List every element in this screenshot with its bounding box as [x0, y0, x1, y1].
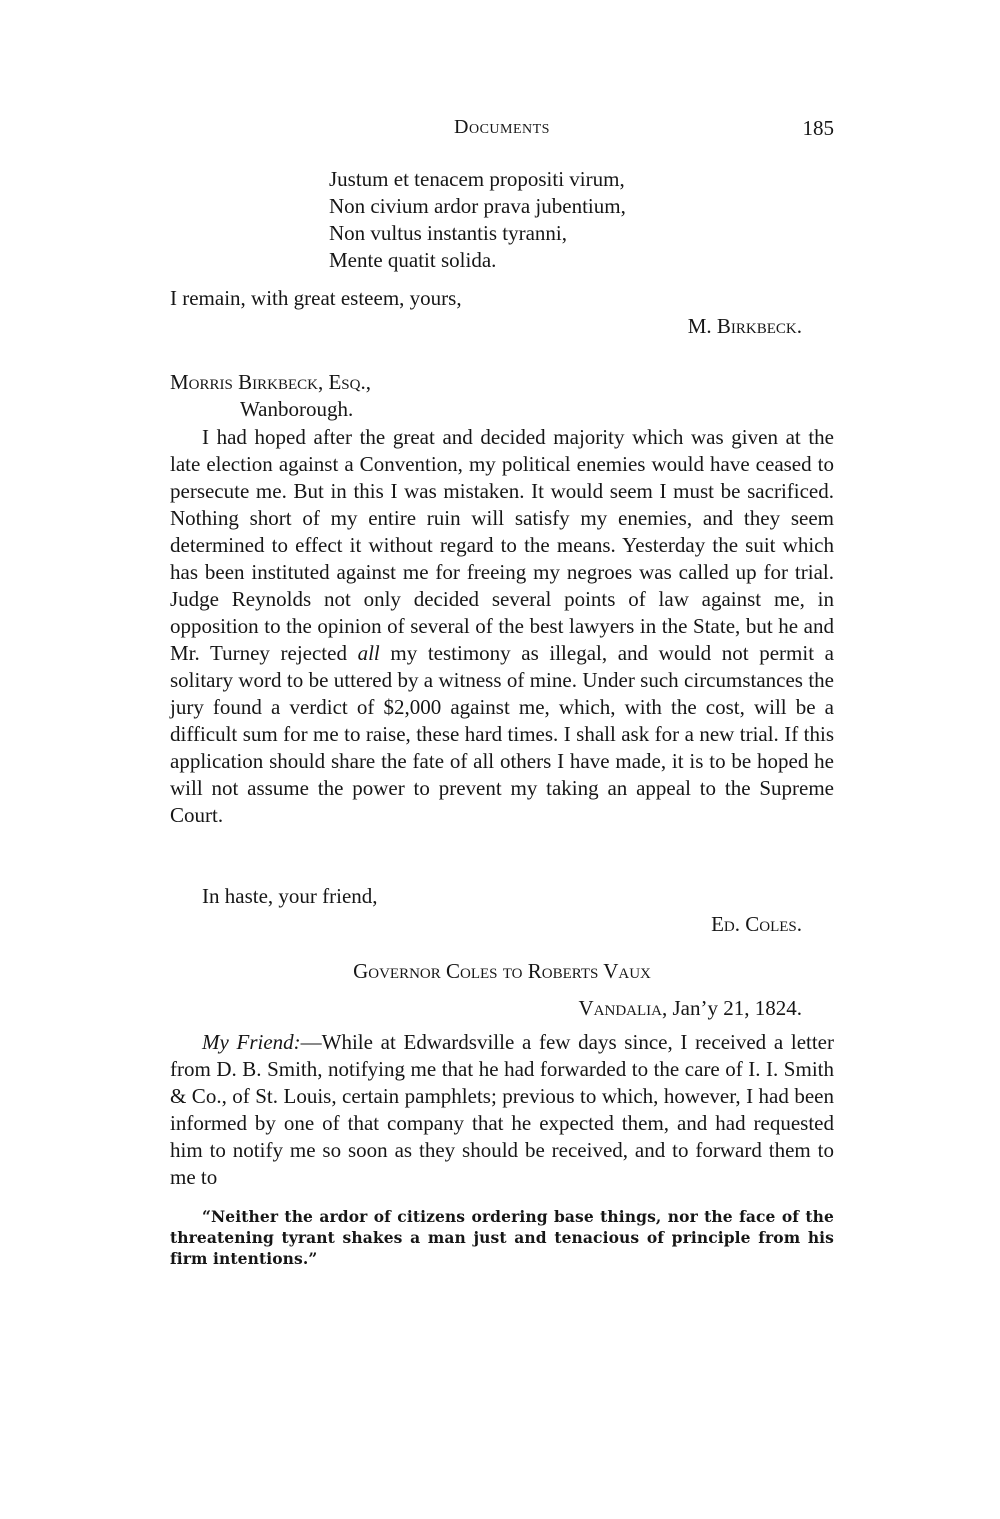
- letter1-signature: M. Birkbeck.: [687, 314, 802, 338]
- running-head: [170, 116, 834, 142]
- letter3-body-text: —While at Edwardsville a few days since, I received a letter from D. B. Smith, notifying me that he had forwarded to the care of I. I. Smith & Co., of St. Louis, certain pamphlets; previous to which, however, I had been informed by one of that company that he expected them, and had requested him to notify me so soon as they should be received, and to forward them to me to: [170, 1030, 834, 1189]
- letter2-body-part1: I had hoped after the great and decided majority which was given at the late election against a Convention, my political enemies would have ceased to persecute me. But in this I was mistaken. It would seem I must be sacrificed. Nothing short of my entire ruin will satisfy my enemies, and they seem determined to effect it without regard to the means. Yesterday the suit which has been instituted against me for freeing my negroes was called up for trial. Judge Reynolds not only decided several points of law against me, in opposition to the opinion of several of the best lawyers in the State, but he and Mr. Turney rejected: [170, 425, 834, 665]
- letter3-salutation: My Friend:: [202, 1030, 301, 1054]
- letter2-addressee-place: Wanborough.: [240, 397, 354, 421]
- poem-line: Mente quatit solida.: [329, 248, 497, 272]
- dateline-place: Vandalia,: [578, 996, 668, 1020]
- letter2-body-emphasis: all: [357, 641, 380, 665]
- latin-poem: [329, 166, 626, 274]
- footnote-text: “Neither the ardor of citizens ordering base things, nor the face of the threatening tyrant shakes a man just and tenacious of principle from his firm intentions.”: [170, 1207, 834, 1268]
- poem-line: Justum et tenacem propositi virum,: [329, 167, 625, 191]
- running-title: Documents: [454, 116, 550, 138]
- letter2-body: [170, 424, 834, 829]
- footnote: [170, 1206, 834, 1269]
- page-number: 185: [802, 116, 834, 140]
- letter2-signature: Ed. Coles.: [711, 912, 802, 936]
- poem-line: Non civium ardor prava jubentium,: [329, 194, 626, 218]
- letter2-addressee-name: Morris Birkbeck, Esq.,: [170, 370, 371, 394]
- dateline-date: Jan’y 21, 1824.: [672, 996, 802, 1020]
- letter3-dateline: [579, 995, 803, 1022]
- poem-line: Non vultus instantis tyranni,: [329, 221, 567, 245]
- letter2-closing: In haste, your friend,: [202, 884, 378, 908]
- letter3-body: [170, 1029, 834, 1191]
- letter2-body-part2: my testimony as illegal, and would not permit a solitary word to be uttered by a witness of mine. Under such circumstances the jury found a verdict of $2,000 against me, which, with the cost, will be a difficult sum for me to raise, these hard times. I shall ask for a new trial. If this application should share the fate of all others I have made, it is to be hoped he will not assume the power to prevent my taking an appeal to the Supreme Court.: [170, 641, 834, 827]
- letter3-heading: Governor Coles to Roberts Vaux: [353, 959, 651, 983]
- letter1-closing: I remain, with great esteem, yours,: [170, 286, 462, 310]
